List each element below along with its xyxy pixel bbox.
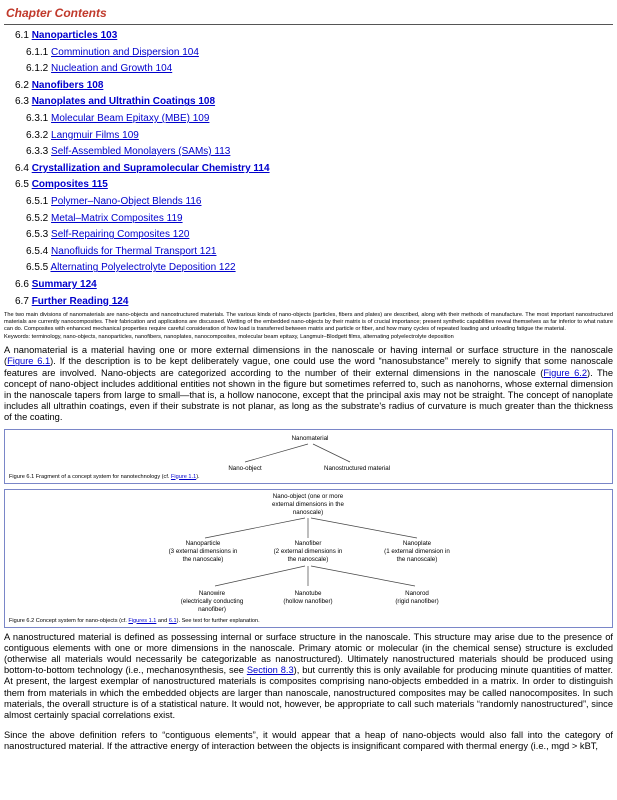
toc-item (4, 111, 613, 128)
para2-text-a: A nanostructured material is defined as possessing internal or surface structure in the nanoscale. This structure may arise due to the presence of contiguous elements with one or more dimensions in the nanoscale. Primary atomic or molecular (in the chemical sense) structure is excluded (otherwise all materials would necessarily be categorizable as nanostructured). Ultimately nanostructured materials should be produced using bottom-to-bottom technology (i.e., mechanosynthesis, see (4, 631, 613, 676)
node-nanoplate (384, 540, 450, 563)
toc-number: 6.2 (15, 79, 29, 91)
paragraph-2 (4, 632, 613, 722)
figure-6-2-diagram (5, 490, 612, 618)
para1-text-b: ). If the description is to be kept deliberately vague, one could use the word “nanosubstance” merely to signify that some nanoscale features are involved. Nano-objects are categorized according to the number of their external dimensions in the nanoscale ( (4, 356, 614, 378)
edge-nanomaterial-nanoobject (245, 444, 308, 462)
edge-root-nanoplate (311, 518, 417, 538)
fig1-caption-a: Figure 6.1 Fragment of a concept system for nanotechnology (cf. (9, 473, 171, 480)
edge-nanomaterial-nanostructured (313, 444, 350, 462)
toc-link[interactable]: Nanoparticles 103 (31, 30, 118, 41)
keywords: Keywords: terminology, nano-objects, nanoparticles, nanofibers, nanoplates, nanocomposites, molecular beam epitaxy, Langmuir–Blodgett films, alternating polyelectrolyte deposition (4, 334, 454, 341)
toc-item (4, 277, 613, 294)
nanofiber-line-1: Nanofiber (294, 539, 322, 547)
nanowire-line-1: Nanowire (198, 589, 226, 597)
toc-number: 6.5.1 (26, 195, 49, 207)
nanorod-line-2: (rigid nanofiber) (395, 597, 439, 605)
toc-number: 6.3.3 (26, 146, 49, 158)
node-nanoparticle (169, 540, 238, 563)
edge-nanofiber-nanorod (311, 566, 415, 586)
toc-number: 6.5.2 (26, 212, 49, 224)
toc-item (4, 194, 613, 211)
figure-6-2-link[interactable]: Figure 6.2 (543, 367, 588, 378)
figures-1-1-link[interactable]: Figures 1.1 (128, 617, 157, 624)
toc-link[interactable]: Polymer–Nano-Object Blends 116 (51, 195, 202, 207)
node-nanofiber (274, 540, 343, 563)
nanowire-line-3: nanofiber) (198, 605, 226, 613)
nanoparticle-line-1: Nanoparticle (185, 539, 221, 547)
toc-link[interactable]: Composites 115 (31, 179, 108, 191)
toc-link[interactable]: Self-Assembled Monolayers (SAMs) 113 (51, 146, 231, 158)
fig1-caption-b: ). (196, 473, 200, 480)
nanofiber-line-2: (2 external dimensions in (273, 547, 343, 555)
toc-item (4, 211, 613, 228)
paragraph-1 (4, 345, 613, 423)
toc-link[interactable]: Nanofibers 108 (31, 79, 104, 91)
fig2-root-node (272, 493, 344, 516)
node-nanorod (395, 590, 438, 605)
para1-text-a: A nanomaterial is a material having one or more external dimensions in the nanoscale or having internal or surface structure in the nanoscale ( (4, 345, 613, 367)
toc-item (4, 294, 613, 311)
edge-root-nanoparticle (205, 518, 305, 538)
toc-item (4, 61, 613, 78)
toc-item (4, 78, 613, 95)
toc-number: 6.7 (15, 295, 29, 307)
toc-link[interactable]: Nucleation and Growth 104 (51, 63, 173, 75)
section-8-3-link[interactable]: Section 8.3 (246, 665, 294, 676)
toc-item (4, 28, 613, 45)
figure-6-1-caption (5, 474, 612, 483)
node-nanowire (181, 590, 244, 613)
toc-number: 6.5 (15, 179, 29, 191)
nanoplate-line-3: the nanoscale) (396, 555, 438, 563)
toc-item (4, 227, 613, 244)
toc-item (4, 161, 613, 178)
figure-6-2-caption (5, 618, 612, 627)
toc-number: 6.5.3 (26, 229, 49, 241)
toc-number: 6.5.5 (26, 262, 49, 274)
toc-number: 6.1.2 (26, 63, 49, 75)
toc-number: 6.3 (15, 96, 29, 108)
figure-6-2 (4, 489, 613, 628)
toc-number: 6.3.2 (26, 129, 49, 141)
nanoparticle-line-2: (3 external dimensions in (168, 547, 238, 555)
toc-item (4, 128, 613, 145)
fig2-caption-b: ). See text for further explanation. (176, 617, 260, 624)
toc-number: 6.6 (15, 278, 29, 290)
paragraph-3: Since the above definition refers to “contiguous elements”, it would appear that a heap of nano-objects would also fall into the category of nanostructured material. If the attractive energy of interaction between the objects is insignificant compared with thermal energy (i.e., mgd > kBT, (4, 730, 613, 752)
nanoplate-line-2: (1 external dimension in (384, 547, 450, 555)
nanowire-line-2: (electrically conducting (180, 597, 244, 605)
root-line-1: Nano-object (one or more (272, 492, 344, 500)
toc-item (4, 244, 613, 261)
toc-link[interactable]: Alternating Polyelectrolyte Deposition 122 (50, 262, 236, 274)
toc-number: 6.1.1 (26, 46, 49, 58)
nanoplate-line-1: Nanoplate (402, 539, 432, 547)
figure-6-1-link[interactable]: Figure 6.1 (7, 356, 51, 367)
toc-link[interactable]: Crystallization and Supramolecular Chemistry 114 (31, 162, 270, 174)
nanotube-line-1: Nanotube (294, 589, 322, 597)
root-line-2: external dimensions in the (272, 500, 344, 508)
para2-text-b: ), but currently this is only available for producing minute quantities of matter. At present, the largest exemplar of nanostructured materials is composites comprising nano-objects embedded in a matrix. In order to distinguish them from materials in which the embedded objects are larger than nanoscale, nanostructured composites may be called nanocomposites. In such materials, the overall structure is of a statistical nature. It would not, however, be appropriate to call such materials “randomly nanostructured”, since almost certainly spacial correlations exist. (4, 665, 613, 720)
edge-nanofiber-nanowire (215, 566, 305, 586)
fig2-caption-and: and (156, 617, 169, 624)
toc-number: 6.1 (15, 30, 29, 41)
toc-number: 6.3.1 (26, 112, 49, 124)
toc-link[interactable]: Metal–Matrix Composites 119 (51, 212, 183, 224)
node-nano-object: Nano-object (228, 464, 262, 472)
para1-text-c: ). The concept of nano-object includes additional entities not shown in the figure but sometimes referred to, such as nanohorns, whose external dimension in the nanoscale tapers from large to small—that is, a hollow nanocone, except that the principal axis may not be straight. The concept of nanoplate includes all ultrathin coatings, even if their substrate is not planar, as long as the substrate's radius of curvature is much greater than the thickness of the coating. (4, 367, 613, 423)
toc-link[interactable]: Langmuir Films 109 (51, 129, 139, 141)
toc-link[interactable]: Nanoplates and Ultrathin Coatings 108 (31, 96, 216, 108)
toc-item (4, 177, 613, 194)
chapter-contents-heading: Chapter Contents (4, 4, 613, 25)
toc-item (4, 45, 613, 62)
toc-item (4, 94, 613, 111)
toc-number: 6.5.4 (26, 245, 49, 257)
toc-link[interactable]: Molecular Beam Epitaxy (MBE) 109 (51, 112, 210, 124)
node-nanostructured-material: Nanostructured material (323, 464, 391, 472)
abstract: The two main divisions of nanomaterials are nano-objects and nanostructured materials. The various kinds of nano-objects (particles, fibers and plates) are described, along with their methods of manufacture. The most important nanostructured materials are currently nanocomposites. Their fabrication and applications are discussed. Wetting of the embedded nano-objects by their matrix is of crucial importance; present synthetic capabilities reveal themselves as far inferior to what nature can do. Composites with enhanced mechanical properties require careful consideration of how load is transferred between matrix and particle or fiber, and how many cycles of repeated loading and unloading fatigue the material. (4, 312, 613, 333)
fig2-caption-a: Figure 6.2 Concept system for nano-objects (cf. (9, 617, 129, 624)
figure-6-1-diagram (5, 430, 612, 474)
figure-6-1 (4, 429, 613, 484)
toc-item (4, 260, 613, 277)
root-line-3: nanoscale) (292, 508, 324, 516)
figure-6-1-caption-link[interactable]: 6.1 (168, 617, 177, 624)
figure-1-1-link[interactable]: Figure 1.1 (171, 473, 197, 480)
toc-link[interactable]: Comminution and Dispersion 104 (51, 46, 199, 58)
node-nanomaterial: Nanomaterial (291, 434, 329, 442)
nanofiber-line-3: the nanoscale) (287, 555, 329, 563)
nanoparticle-line-3: the nanoscale) (182, 555, 224, 563)
nanorod-line-1: Nanorod (405, 589, 429, 597)
node-nanotube (283, 590, 332, 605)
toc-item (4, 144, 613, 161)
toc-number: 6.4 (15, 162, 29, 174)
nanotube-line-2: (hollow nanofiber) (283, 597, 333, 605)
toc-link[interactable]: Self-Repairing Composites 120 (51, 229, 190, 241)
toc-link[interactable]: Further Reading 124 (31, 295, 129, 307)
toc-link[interactable]: Summary 124 (31, 278, 97, 290)
toc-link[interactable]: Nanofluids for Thermal Transport 121 (51, 245, 217, 257)
table-of-contents (4, 28, 613, 310)
